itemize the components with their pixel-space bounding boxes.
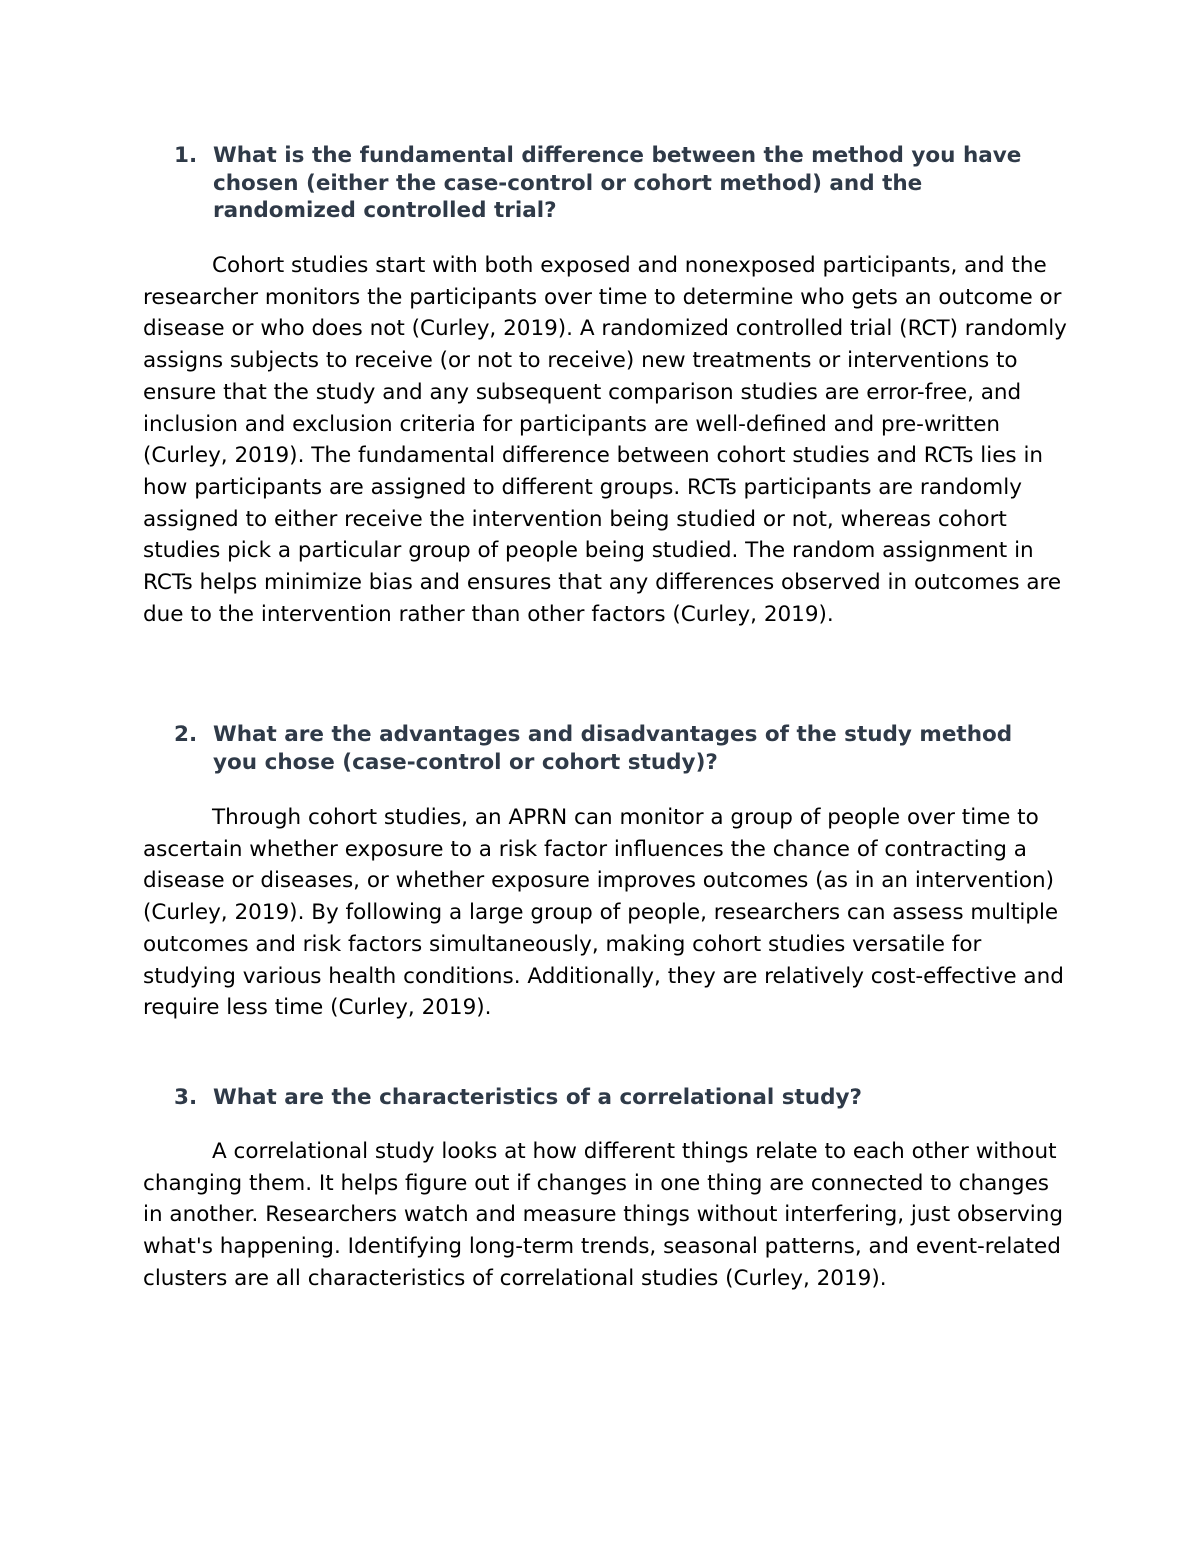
question-1-text: What is the fundamental difference between the method you have chosen (either the case-control or cohort method) and the randomized controlled trial?: [213, 143, 1022, 223]
question-1-heading: [174, 142, 1054, 225]
question-3-text: What are the characteristics of a correlational study?: [213, 1085, 862, 1110]
question-2-text: What are the advantages and disadvantages of the study method you chose (case-control or cohort study)?: [213, 722, 1013, 775]
question-2-number: 2.: [174, 722, 198, 747]
answer-1-paragraph: Cohort studies start with both exposed and nonexposed participants, and the researcher monitors the participants over time to determine who gets an outcome or disease or who does not (Curley, 2019). A randomized controlled trial (RCT) randomly assigns subjects to receive (or not to receive) new treatments or interventions to ensure that the study and any subsequent comparison studies are error-free, and inclusion and exclusion criteria for participants are well-defined and pre-written (Curley, 2019). The fundamental difference between cohort studies and RCTs lies in how participants are assigned to different groups. RCTs participants are randomly assigned to either receive the intervention being studied or not, whereas cohort studies pick a particular group of people being studied. The random assignment in RCTs helps minimize bias and ensures that any differences observed in outcomes are due to the intervention rather than other factors (Curley, 2019).: [143, 253, 1067, 627]
question-3-heading: [174, 1084, 1054, 1112]
answer-2-paragraph: Through cohort studies, an APRN can monitor a group of people over time to ascertain whether exposure to a risk factor influences the chance of contracting a disease or diseases, or whether exposure improves outcomes (as in an intervention) (Curley, 2019). By following a large group of people, researchers can assess multiple outcomes and risk factors simultaneously, making cohort studies versatile for studying various health conditions. Additionally, they are relatively cost-effective and require less time (Curley, 2019).: [143, 805, 1064, 1021]
question-3-number: 3.: [174, 1085, 198, 1110]
question-2-heading: [174, 721, 1054, 776]
question-1-number: 1.: [174, 143, 198, 168]
answer-3-paragraph: A correlational study looks at how different things relate to each other without changing them. It helps figure out if changes in one thing are connected to changes in another. Researchers watch and measure things without interfering, just observing what's happening. Identifying long-term trends, seasonal patterns, and event-related clusters are all characteristics of correlational studies (Curley, 2019).: [143, 1139, 1064, 1291]
